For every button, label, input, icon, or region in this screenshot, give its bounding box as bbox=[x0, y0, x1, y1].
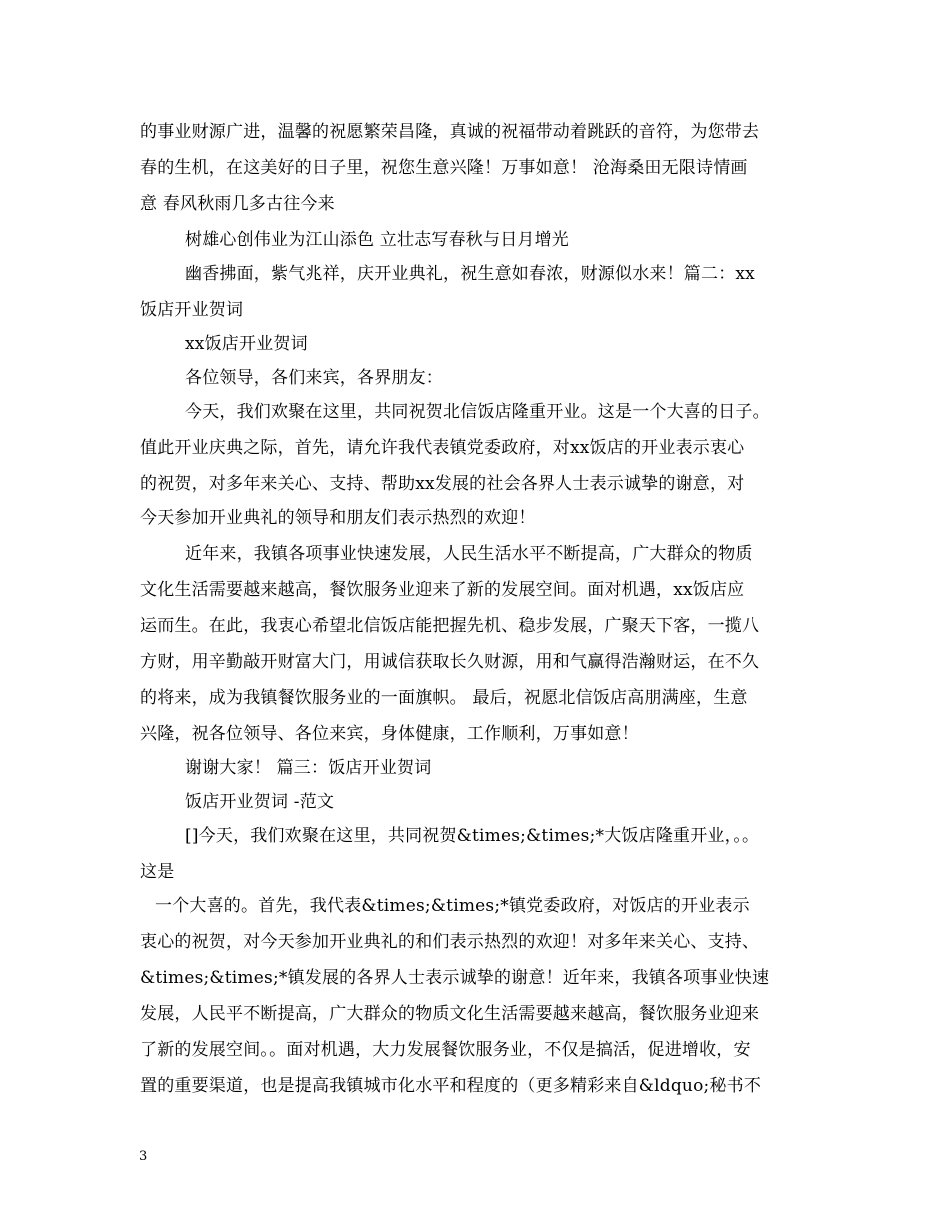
text-line: 各位领导，各们来宾，各界朋友： bbox=[185, 368, 443, 388]
text-line: 这是 bbox=[140, 862, 175, 882]
text-line: 幽香拂面，紫气兆祥，庆开业典礼，祝生意如春浓，财源似水来！篇二：xx bbox=[185, 264, 755, 284]
text-line: 方财，用辛勤敲开财富大门，用诚信获取长久财源，用和气赢得浩瀚财运，在不久 bbox=[140, 652, 760, 672]
text-line: 今天，我们欢聚在这里，共同祝贺北信饭店隆重开业。这是一个大喜的日子。 bbox=[185, 402, 770, 422]
text-line: 今天参加开业典礼的领导和朋友们表示热烈的欢迎！ bbox=[140, 508, 536, 528]
text-line: 饭店开业贺词 bbox=[140, 300, 244, 320]
text-line: 的将来，成为我镇餐饮服务业的一面旗帜。 最后，祝愿北信饭店高朋满座，生意 bbox=[140, 688, 748, 708]
text-line: 树雄心创伟业为江山添色 立壮志写春秋与日月增光 bbox=[185, 230, 570, 250]
text-line: 的祝贺，对多年来关心、支持、帮助xx发展的社会各界人士表示诚挚的谢意，对 bbox=[140, 474, 745, 494]
text-line: 谢谢大家！ 篇三：饭店开业贺词 bbox=[185, 758, 432, 778]
text-line: []今天，我们欢聚在这里，共同祝贺&times;&times;*大饭店隆重开业，。。 bbox=[185, 826, 760, 846]
page-number: 3 bbox=[139, 1149, 148, 1164]
text-line: 文化生活需要越来越高，餐饮服务业迎来了新的发展空间。面对机遇，xx饭店应 bbox=[140, 580, 745, 600]
text-line: 衷心的祝贺，对今天参加开业典礼的和们表示热烈的欢迎！对多年来关心、支持、 bbox=[140, 932, 760, 952]
text-line: 发展，人民平不断提高，广大群众的物质文化生活需要越来越高，餐饮服务业迎来 bbox=[140, 1004, 760, 1024]
text-line: &times;&times;*镇发展的各界人士表示诚挚的谢意！近年来，我镇各项事业快速 bbox=[140, 968, 770, 988]
text-line: 运而生。在此，我衷心希望北信饭店能把握先机、稳步发展，广聚天下客，一揽八 bbox=[140, 616, 760, 636]
text-line: 饭店开业贺词 -范文 bbox=[185, 792, 335, 812]
text-line: 兴隆，祝各位领导、各位来宾，身体健康，工作顺利，万事如意！ bbox=[140, 724, 639, 744]
text-line: 春的生机，在这美好的日子里，祝您生意兴隆！万事如意！ 沧海桑田无限诗情画 bbox=[140, 158, 748, 178]
text-line: 近年来，我镇各项事业快速发展，人民生活水平不断提高，广大群众的物质 bbox=[185, 544, 753, 564]
text-line: 一个大喜的。首先，我代表&times;&times;*镇党委政府，对饭店的开业表示 bbox=[155, 896, 750, 916]
text-line: 值此开业庆典之际，首先，请允许我代表镇党委政府，对xx饭店的开业表示衷心 bbox=[140, 438, 745, 458]
text-line: xx饭店开业贺词 bbox=[185, 334, 308, 354]
text-line: 的事业财源广进，温馨的祝愿繁荣昌隆，真诚的祝福带动着跳跃的音符，为您带去 bbox=[140, 122, 760, 142]
text-line: 意 春风秋雨几多古往今来 bbox=[140, 194, 335, 214]
text-line: 了新的发展空间。。面对机遇，大力发展餐饮服务业，不仅是搞活，促进增收，安 bbox=[140, 1040, 751, 1060]
text-line: 置的重要渠道，也是提高我镇城市化水平和程度的（更多精彩来自&ldquo;秘书不 bbox=[140, 1076, 762, 1096]
